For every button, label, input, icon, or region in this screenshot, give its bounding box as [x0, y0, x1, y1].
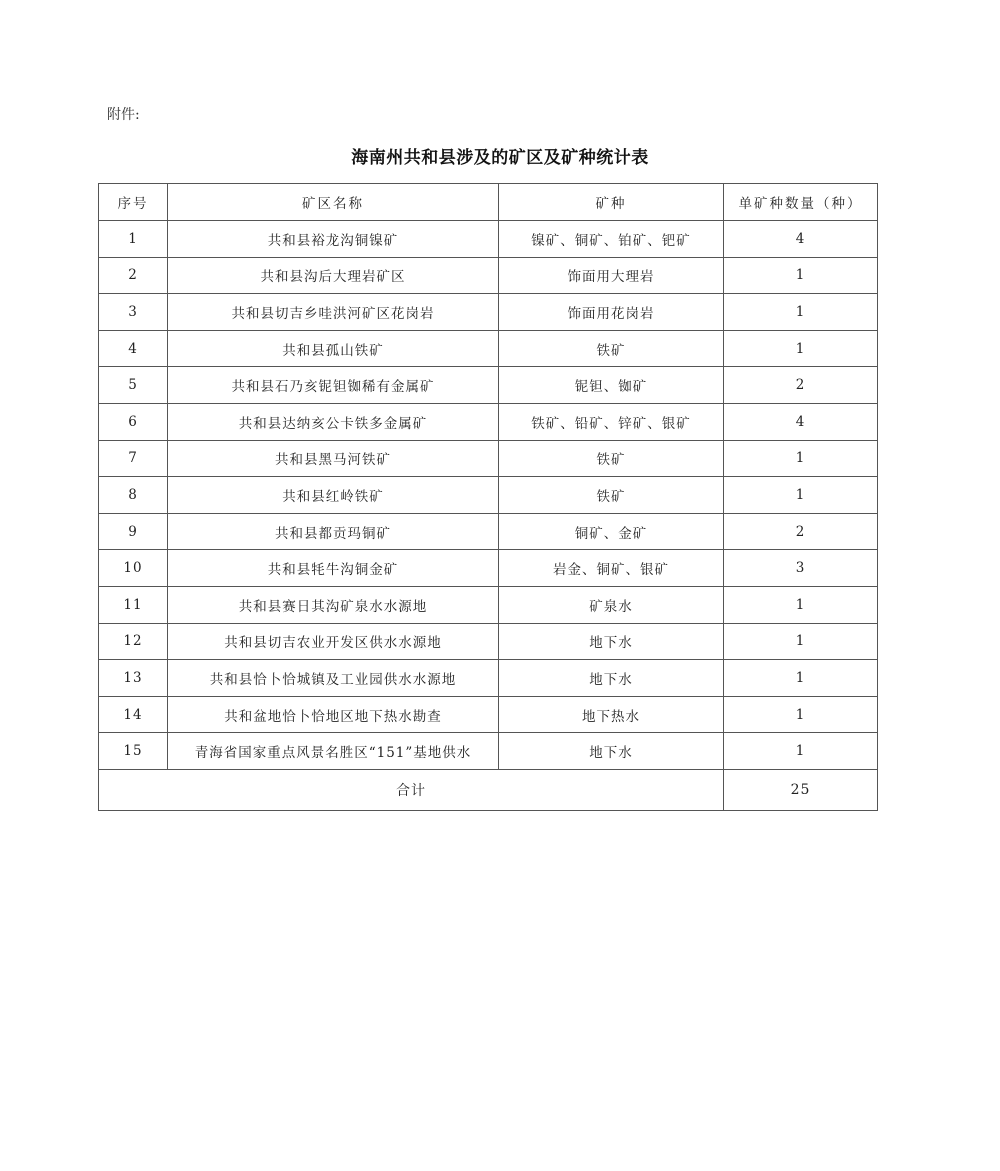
cell-mining-area-name: 共和县裕龙沟铜镍矿	[168, 221, 499, 258]
attachment-label: 附件:	[107, 107, 140, 123]
cell-mineral-count: 1	[724, 586, 878, 623]
table-row	[99, 696, 878, 733]
header-mining-area-name: 矿区名称	[168, 184, 499, 221]
cell-mineral-count: 1	[724, 696, 878, 733]
cell-mining-area-name: 共和县沟后大理岩矿区	[168, 257, 499, 294]
table-row	[99, 440, 878, 477]
table-row	[99, 477, 878, 514]
cell-mining-area-name: 共和县红岭铁矿	[168, 477, 499, 514]
table-body	[99, 221, 878, 770]
table-row	[99, 221, 878, 258]
cell-mineral-types: 铁矿	[499, 440, 724, 477]
cell-serial-number: 1	[99, 221, 168, 258]
cell-mining-area-name: 共和县石乃亥铌钽铷稀有金属矿	[168, 367, 499, 404]
cell-mineral-count: 1	[724, 477, 878, 514]
cell-mineral-count: 4	[724, 403, 878, 440]
table-row	[99, 550, 878, 587]
cell-serial-number: 9	[99, 513, 168, 550]
cell-mining-area-name: 共和盆地恰卜恰地区地下热水勘查	[168, 696, 499, 733]
cell-serial-number: 4	[99, 330, 168, 367]
table-row	[99, 660, 878, 697]
table-row	[99, 257, 878, 294]
cell-mining-area-name: 共和县牦牛沟铜金矿	[168, 550, 499, 587]
table-footer	[99, 769, 878, 810]
table-row	[99, 294, 878, 331]
cell-mining-area-name: 共和县切吉乡哇洪河矿区花岗岩	[168, 294, 499, 331]
cell-mineral-types: 镍矿、铜矿、铂矿、钯矿	[499, 221, 724, 258]
header-mineral-types: 矿种	[499, 184, 724, 221]
cell-mining-area-name: 共和县达纳亥公卡铁多金属矿	[168, 403, 499, 440]
cell-mining-area-name: 共和县孤山铁矿	[168, 330, 499, 367]
table-row	[99, 403, 878, 440]
cell-mining-area-name: 青海省国家重点风景名胜区“151”基地供水	[168, 733, 499, 770]
total-row	[99, 769, 878, 810]
table-row	[99, 733, 878, 770]
cell-mineral-count: 1	[724, 733, 878, 770]
cell-mineral-count: 1	[724, 440, 878, 477]
cell-mineral-types: 岩金、铜矿、银矿	[499, 550, 724, 587]
table-row	[99, 586, 878, 623]
table-row	[99, 367, 878, 404]
cell-mineral-types: 地下水	[499, 733, 724, 770]
cell-serial-number: 14	[99, 696, 168, 733]
cell-mineral-count: 1	[724, 330, 878, 367]
cell-mineral-count: 3	[724, 550, 878, 587]
cell-serial-number: 6	[99, 403, 168, 440]
cell-serial-number: 10	[99, 550, 168, 587]
header-serial-number: 序号	[99, 184, 168, 221]
cell-serial-number: 13	[99, 660, 168, 697]
total-count: 25	[724, 769, 878, 810]
cell-serial-number: 3	[99, 294, 168, 331]
cell-mineral-count: 1	[724, 257, 878, 294]
cell-mineral-types: 铁矿	[499, 477, 724, 514]
cell-mineral-count: 1	[724, 660, 878, 697]
table-row	[99, 513, 878, 550]
cell-mineral-types: 铁矿	[499, 330, 724, 367]
cell-mineral-count: 2	[724, 367, 878, 404]
header-row	[99, 184, 878, 221]
cell-mineral-types: 矿泉水	[499, 586, 724, 623]
cell-mineral-count: 1	[724, 294, 878, 331]
cell-mining-area-name: 共和县都贡玛铜矿	[168, 513, 499, 550]
cell-mineral-types: 地下水	[499, 623, 724, 660]
cell-mineral-types: 饰面用大理岩	[499, 257, 724, 294]
cell-mining-area-name: 共和县切吉农业开发区供水水源地	[168, 623, 499, 660]
cell-mineral-types: 铁矿、铅矿、锌矿、银矿	[499, 403, 724, 440]
page-title: 海南州共和县涉及的矿区及矿种统计表	[351, 148, 649, 168]
cell-mineral-types: 地下水	[499, 660, 724, 697]
cell-mineral-types: 铜矿、金矿	[499, 513, 724, 550]
cell-mining-area-name: 共和县恰卜恰城镇及工业园供水水源地	[168, 660, 499, 697]
cell-serial-number: 12	[99, 623, 168, 660]
cell-mineral-types: 铌钽、铷矿	[499, 367, 724, 404]
cell-mining-area-name: 共和县黑马河铁矿	[168, 440, 499, 477]
cell-mineral-count: 2	[724, 513, 878, 550]
cell-mineral-types: 地下热水	[499, 696, 724, 733]
cell-serial-number: 2	[99, 257, 168, 294]
header-mineral-count: 单矿种数量（种）	[724, 184, 878, 221]
cell-serial-number: 8	[99, 477, 168, 514]
table-row	[99, 330, 878, 367]
cell-serial-number: 7	[99, 440, 168, 477]
cell-mining-area-name: 共和县赛日其沟矿泉水水源地	[168, 586, 499, 623]
cell-serial-number: 11	[99, 586, 168, 623]
cell-serial-number: 5	[99, 367, 168, 404]
table-row	[99, 623, 878, 660]
cell-mineral-types: 饰面用花岗岩	[499, 294, 724, 331]
mining-area-table	[98, 183, 878, 811]
cell-mineral-count: 1	[724, 623, 878, 660]
total-label: 合计	[99, 769, 724, 810]
cell-mineral-count: 4	[724, 221, 878, 258]
cell-serial-number: 15	[99, 733, 168, 770]
table-header	[99, 184, 878, 221]
